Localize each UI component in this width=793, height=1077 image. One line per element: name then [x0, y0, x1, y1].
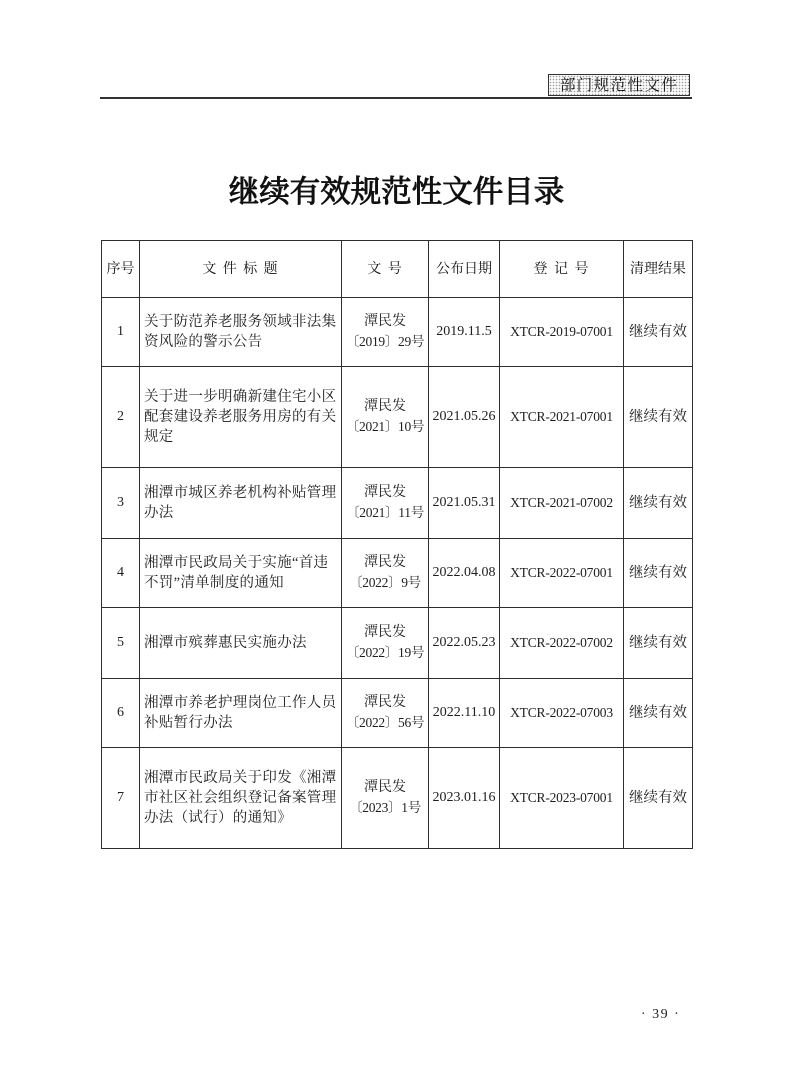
publish-date: 2022.05.23 [432, 635, 496, 650]
row-number-cell [102, 679, 140, 748]
doc-title-cell [140, 608, 342, 679]
registration-number-cell [500, 298, 624, 367]
doc-title-text: 湘潭市殡葬惠民实施办法 [144, 635, 307, 651]
row-number: 6 [117, 705, 124, 720]
page-number: · 39 · [641, 1007, 681, 1022]
page-title: 继续有效规范性文件目录 [228, 174, 565, 210]
publish-date-cell [429, 539, 500, 608]
doc-title-text: 关于防范养老服务领域非法集资风险的警示公告 [144, 314, 337, 350]
doc-number-issuer: 潭民发 [364, 780, 406, 795]
table-row [102, 298, 693, 367]
row-number-cell [102, 367, 140, 468]
doc-number-serial: 〔2019〕29号 [345, 334, 425, 349]
cleanup-result-cell [624, 608, 693, 679]
publish-date-cell [429, 367, 500, 468]
cleanup-result-cell [624, 298, 693, 367]
table-row [102, 468, 693, 539]
row-number-cell [102, 608, 140, 679]
doc-number-issuer: 潭民发 [364, 555, 406, 570]
cleanup-result: 继续有效 [629, 408, 687, 425]
row-number-cell [102, 468, 140, 539]
doc-title-text: 湘潭市城区养老机构补贴管理办法 [144, 485, 337, 521]
registration-number: XTCR-2021-07002 [510, 494, 613, 510]
row-number-cell [102, 298, 140, 367]
row-number-cell [102, 748, 140, 849]
header-rule [100, 97, 692, 99]
registration-number: XTCR-2022-07003 [510, 704, 613, 720]
doc-number-serial: 〔2023〕1号 [349, 800, 421, 815]
cleanup-result: 继续有效 [629, 323, 687, 340]
doc-number-cell [342, 608, 429, 679]
publish-date: 2022.04.08 [432, 565, 496, 580]
cleanup-result-cell [624, 367, 693, 468]
cleanup-result-cell [624, 539, 693, 608]
cleanup-result-cell [624, 468, 693, 539]
doc-number-serial: 〔2021〕10号 [345, 419, 425, 434]
row-number: 4 [117, 565, 124, 580]
table-row [102, 367, 693, 468]
doc-title-text: 关于进一步明确新建住宅小区配套建设养老服务用房的有关规定 [144, 389, 337, 445]
row-number: 3 [117, 495, 124, 510]
cleanup-result: 继续有效 [629, 704, 687, 721]
registration-number-cell [500, 468, 624, 539]
publish-date-cell [429, 679, 500, 748]
row-number: 1 [117, 324, 124, 339]
doc-title-text: 湘潭市民政局关于印发《湘潭市社区社会组织登记备案管理办法（试行）的通知》 [144, 770, 337, 826]
doc-title-cell [140, 367, 342, 468]
doc-number-cell [342, 679, 429, 748]
cleanup-result: 继续有效 [629, 494, 687, 511]
doc-number-cell [342, 539, 429, 608]
row-number-cell [102, 539, 140, 608]
column-header-date: 公布日期 [429, 241, 500, 298]
doc-number-serial: 〔2022〕9号 [349, 575, 421, 590]
doc-number-issuer: 潭民发 [364, 314, 406, 329]
document-catalog-table [101, 240, 693, 849]
doc-title-text: 湘潭市养老护理岗位工作人员补贴暂行办法 [144, 695, 337, 731]
publish-date: 2021.05.31 [432, 495, 496, 510]
row-number: 2 [117, 409, 124, 424]
doc-title-text: 湘潭市民政局关于实施“首违不罚”清单制度的通知 [144, 555, 329, 591]
publish-date-cell [429, 468, 500, 539]
doc-number-cell [342, 468, 429, 539]
table-header-row [102, 241, 693, 298]
column-header-number: 序号 [102, 241, 140, 298]
publish-date-cell [429, 608, 500, 679]
publish-date-cell [429, 748, 500, 849]
row-number: 5 [117, 635, 124, 650]
table-row [102, 748, 693, 849]
registration-number-cell [500, 539, 624, 608]
registration-number: XTCR-2022-07002 [510, 634, 613, 650]
cleanup-result: 继续有效 [629, 789, 687, 806]
doc-number-issuer: 潭民发 [364, 625, 406, 640]
doc-number-cell [342, 748, 429, 849]
doc-number-cell [342, 367, 429, 468]
doc-number-issuer: 潭民发 [364, 399, 406, 414]
column-header-result: 清理结果 [624, 241, 693, 298]
registration-number-cell [500, 367, 624, 468]
registration-number: XTCR-2023-07001 [510, 789, 613, 805]
cleanup-result-cell [624, 679, 693, 748]
registration-number: XTCR-2021-07001 [510, 408, 613, 424]
doc-title-cell [140, 539, 342, 608]
doc-number-serial: 〔2022〕19号 [345, 645, 425, 660]
doc-title-cell [140, 468, 342, 539]
column-header-registration: 登 记 号 [500, 241, 624, 298]
doc-number-serial: 〔2021〕11号 [346, 505, 424, 520]
cleanup-result: 继续有效 [629, 564, 687, 581]
table-row [102, 679, 693, 748]
registration-number: XTCR-2022-07001 [510, 564, 613, 580]
publish-date: 2022.11.10 [432, 705, 496, 720]
row-number: 7 [117, 790, 124, 805]
doc-title-cell [140, 679, 342, 748]
doc-title-cell [140, 748, 342, 849]
registration-number-cell [500, 679, 624, 748]
publish-date: 2021.05.26 [432, 409, 496, 424]
running-header: 部门规范性文件 [548, 74, 690, 96]
registration-number: XTCR-2019-07001 [510, 323, 613, 339]
cleanup-result-cell [624, 748, 693, 849]
publish-date: 2023.01.16 [432, 790, 496, 805]
registration-number-cell [500, 748, 624, 849]
doc-number-cell [342, 298, 429, 367]
table-row [102, 539, 693, 608]
doc-title-cell [140, 298, 342, 367]
doc-number-serial: 〔2022〕56号 [345, 715, 425, 730]
doc-number-issuer: 潭民发 [364, 695, 406, 710]
doc-number-issuer: 潭民发 [364, 485, 406, 500]
column-header-title: 文 件 标 题 [140, 241, 342, 298]
publish-date-cell [429, 298, 500, 367]
cleanup-result: 继续有效 [629, 634, 687, 651]
table-row [102, 608, 693, 679]
publish-date: 2019.11.5 [436, 324, 492, 339]
registration-number-cell [500, 608, 624, 679]
column-header-doc-number: 文 号 [342, 241, 429, 298]
